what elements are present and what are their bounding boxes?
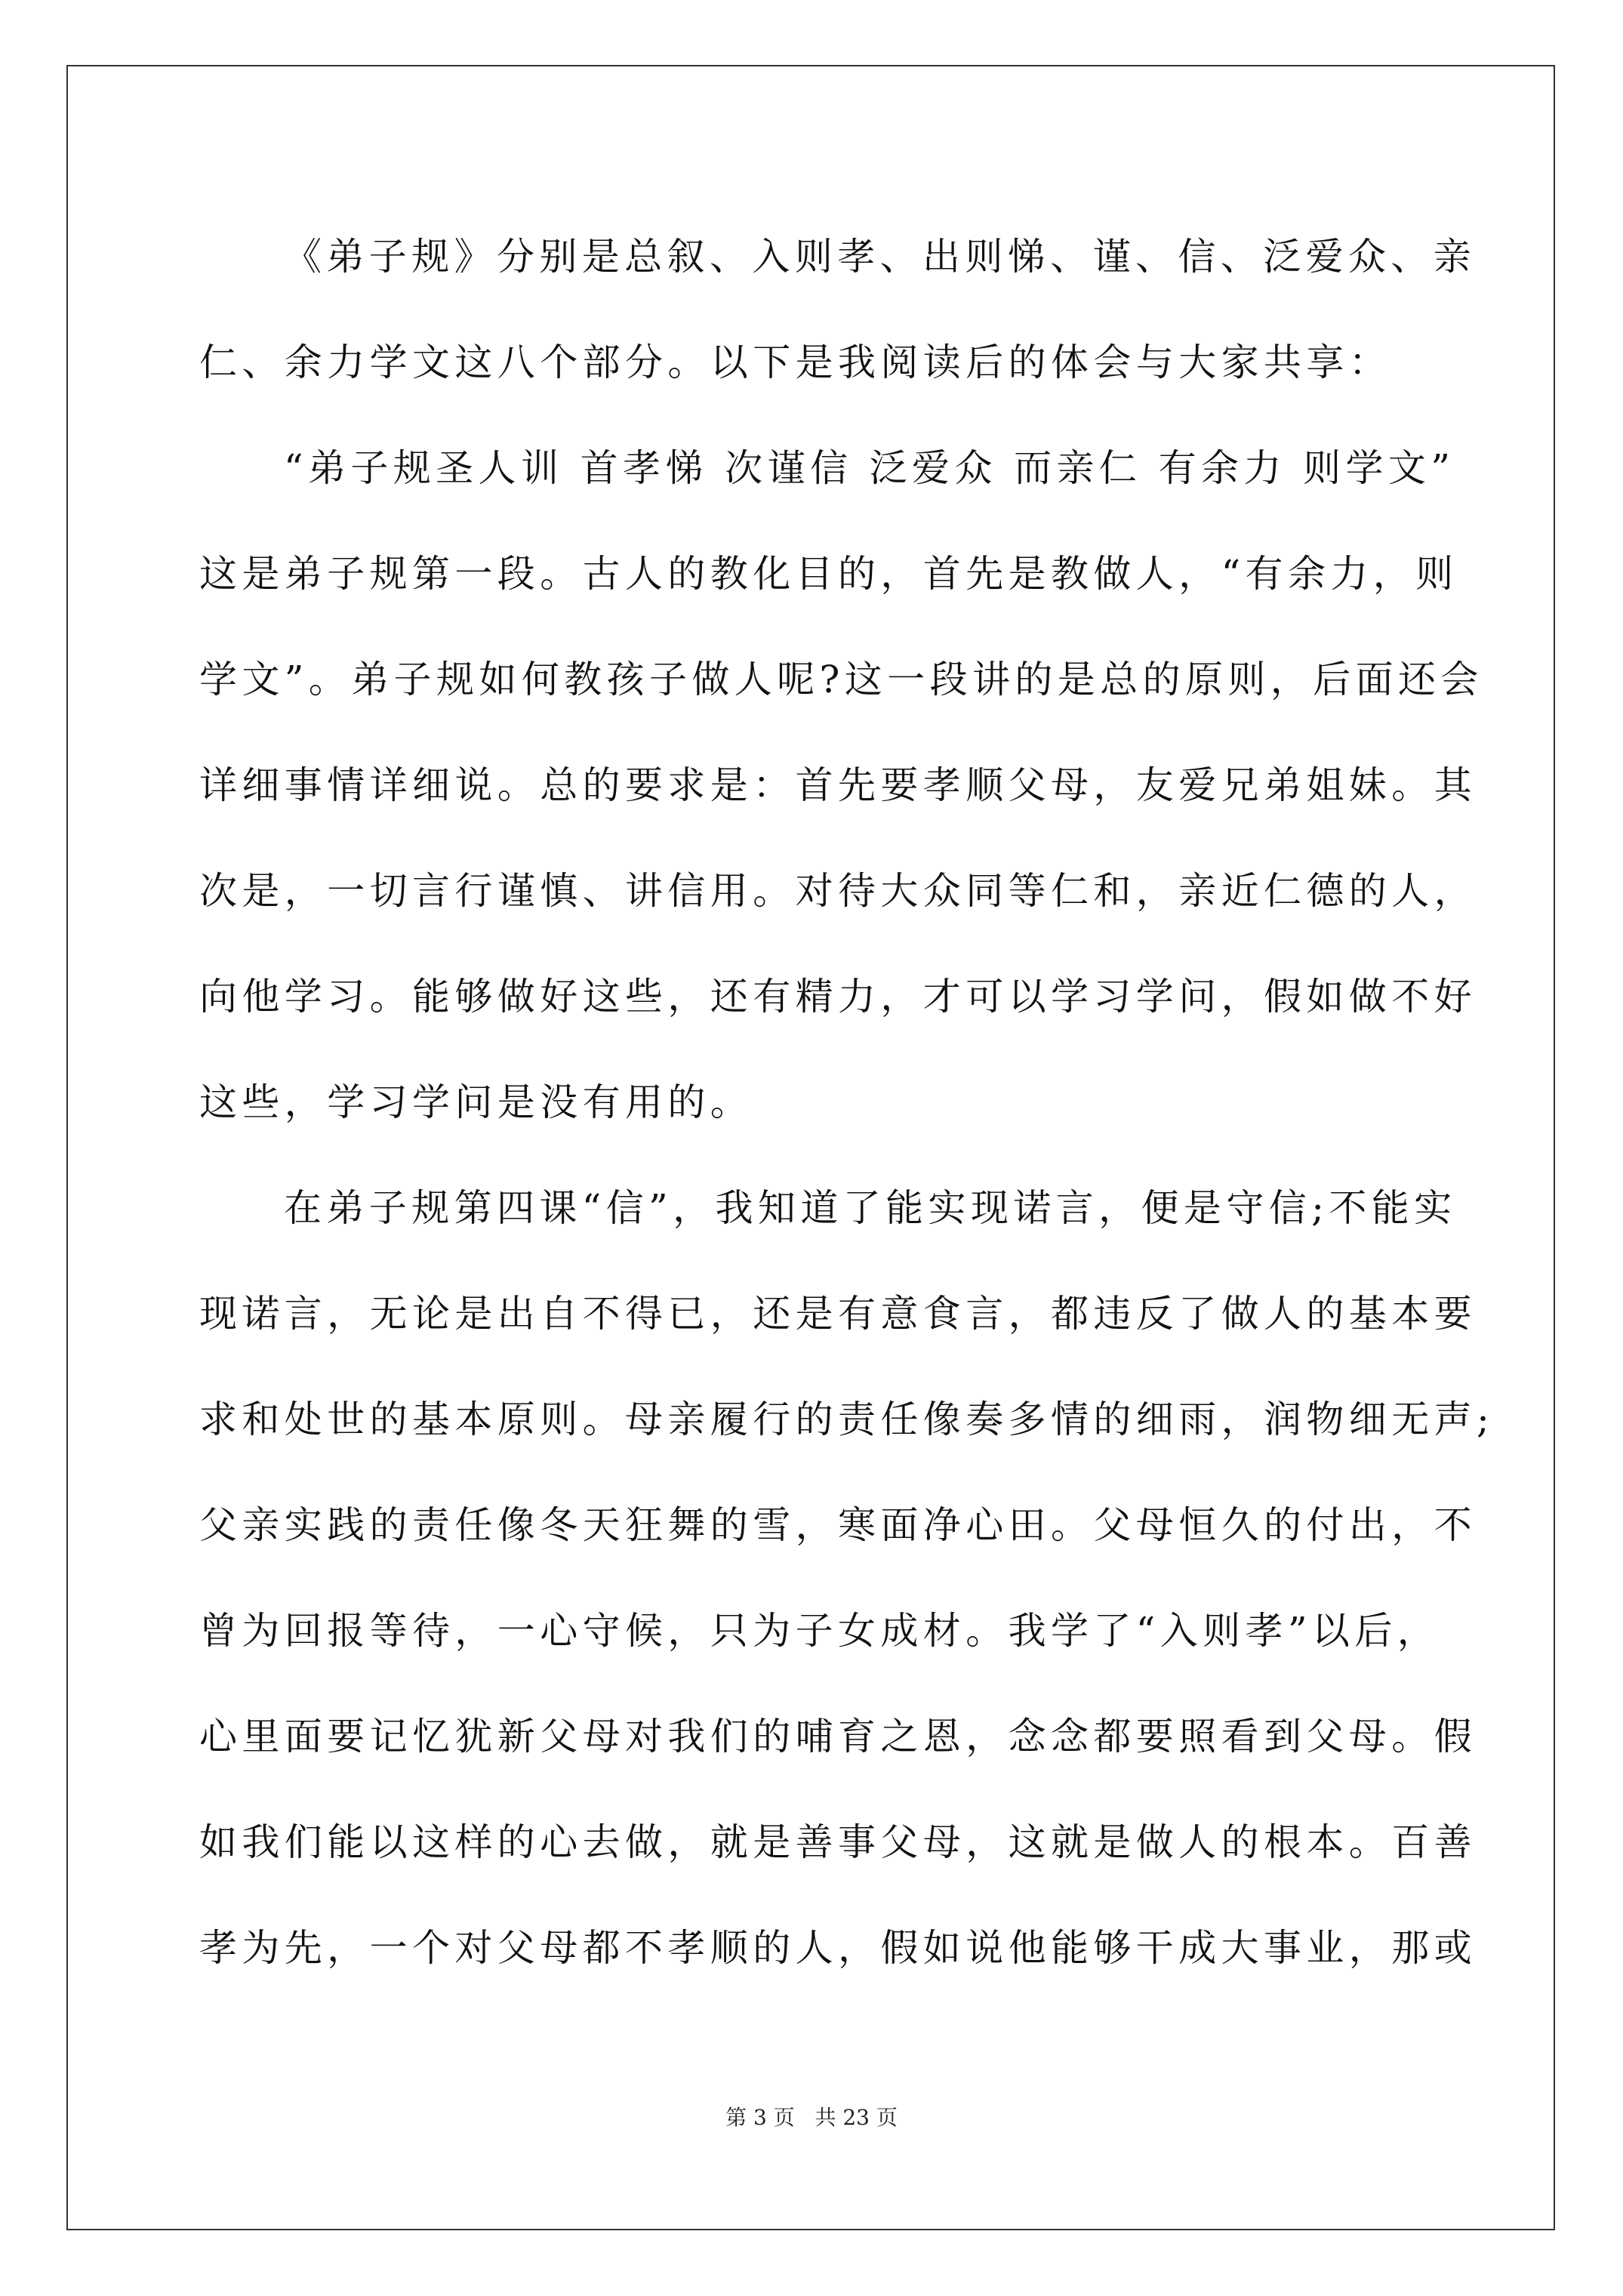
text-line: 心里面要记忆犹新父母对我们的哺育之恩，念念都要照看到父母。假	[199, 1715, 1477, 1758]
text-line: 父亲实践的责任像冬天狂舞的雪，寒面净心田。父母恒久的付出，不	[199, 1503, 1477, 1547]
page-number-footer: 第 3 页 共 23 页	[725, 2105, 898, 2130]
text-line: 如我们能以这样的心去做，就是善事父母，这就是做人的根本。百善	[199, 1820, 1477, 1864]
text-line: 《弟子规》分别是总叙、入则孝、出则悌、谨、信、泛爱众、亲	[284, 235, 1477, 279]
text-line: 次是，一切言行谨慎、讲信用。对待大众同等仁和，亲近仁德的人，	[199, 869, 1477, 913]
text-line: 现诺言，无论是出自不得已，还是有意食言，都违反了做人的基本要	[199, 1292, 1477, 1336]
text-line: 详细事情详细说。总的要求是：首先要孝顺父母，友爱兄弟姐妹。其	[199, 763, 1477, 807]
text-line: “弟子规圣人训 首孝悌 次谨信 泛爱众 而亲仁 有余力 则学文”	[284, 446, 1455, 490]
text-line: 这是弟子规第一段。古人的教化目的，首先是教做人，“有余力，则	[199, 552, 1458, 596]
document-body	[199, 204, 1495, 2001]
text-line: 在弟子规第四课“信”，我知道了能实现诺言，便是守信;不能实	[284, 1186, 1457, 1230]
text-line: 学文”。弟子规如何教孩子做人呢?这一段讲的是总的原则，后面还会	[199, 658, 1483, 701]
text-line: 向他学习。能够做好这些，还有精力，才可以学习学问，假如做不好	[199, 975, 1477, 1019]
text-line: 仁、余力学文这八个部分。以下是我阅读后的体会与大家共享：	[199, 341, 1392, 384]
text-line: 曾为回报等待，一心守候，只为子女成材。我学了“入则孝”以后，	[199, 1609, 1440, 1653]
text-line: 这些，学习学问是没有用的。	[199, 1080, 753, 1124]
text-line: 求和处世的基本原则。母亲履行的责任像奏多情的细雨，润物细无声;	[199, 1398, 1495, 1441]
text-line: 孝为先，一个对父母都不孝顺的人，假如说他能够干成大事业，那或	[199, 1926, 1477, 1970]
